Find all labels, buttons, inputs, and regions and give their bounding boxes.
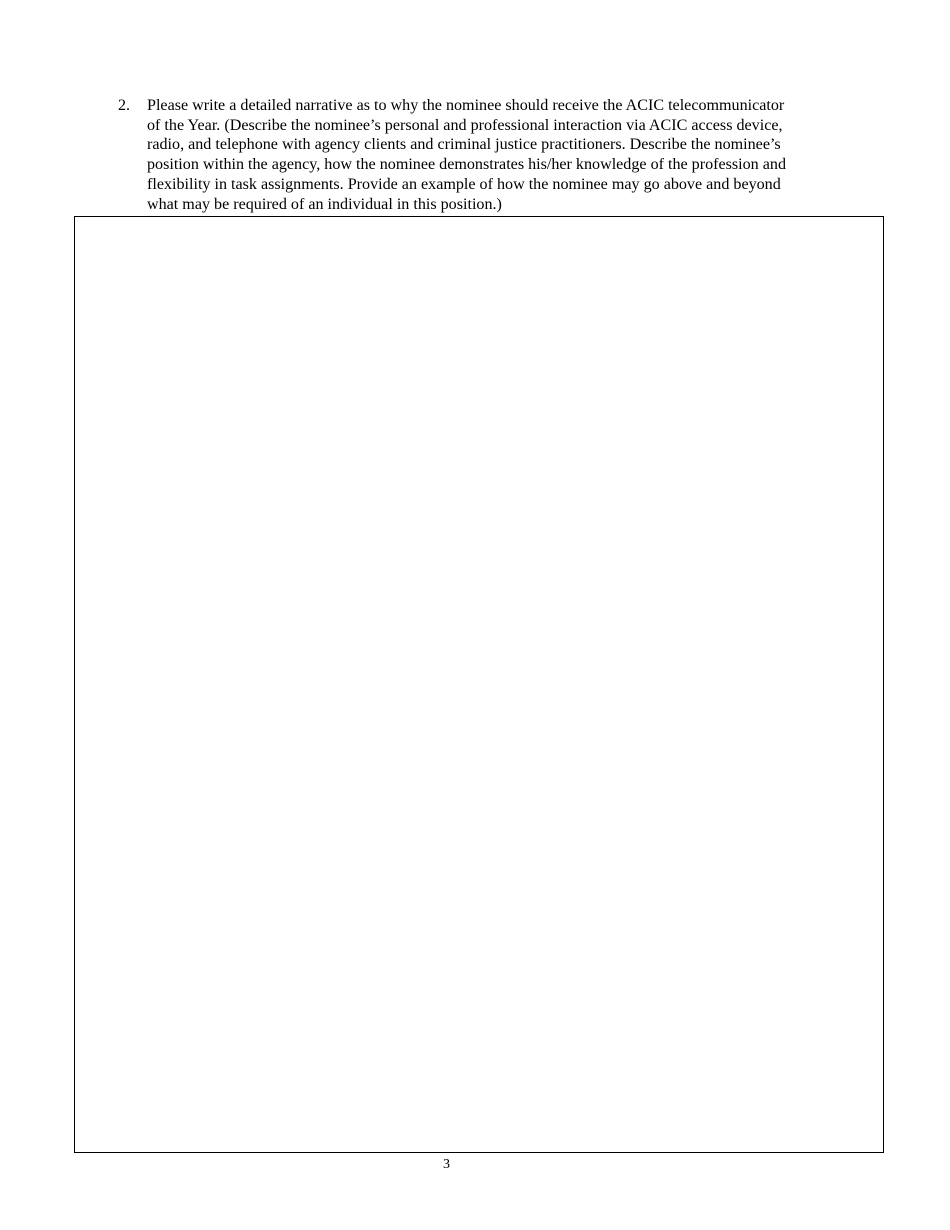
question-line: radio, and telephone with agency clients and criminal justice practitioners. Describe the nominee’s <box>147 136 781 154</box>
question-number: 2. <box>118 97 131 114</box>
question-line: of the Year. (Describe the nominee’s personal and professional interaction via ACIC access device, <box>147 116 783 134</box>
question-line: position within the agency, how the nominee demonstrates his/her knowledge of the profession and <box>147 156 786 174</box>
page-number: 3 <box>443 1157 450 1172</box>
bottom-rule <box>74 1152 884 1153</box>
question-line: what may be required of an individual in this position.) <box>147 195 502 213</box>
question-line: flexibility in task assignments. Provide an example of how the nominee may go above and beyond <box>147 175 781 193</box>
narrative-answer-box[interactable] <box>74 216 884 1153</box>
question-line: Please write a detailed narrative as to why the nominee should receive the ACIC telecommunicator <box>147 97 785 114</box>
question-text <box>147 96 847 214</box>
